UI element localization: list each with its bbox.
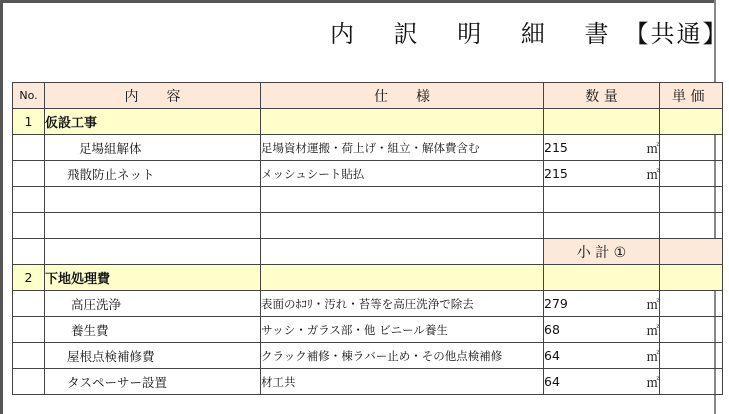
row-spec: メッシュシート貼払 [261, 161, 544, 187]
document-title [330, 14, 729, 49]
section-unit-cell [622, 265, 660, 291]
section-name: 仮設工事 [45, 109, 261, 135]
row-price [660, 343, 723, 369]
row-quantity: 215 [544, 161, 622, 187]
section-number: 2 [13, 265, 45, 291]
table-row [13, 161, 723, 187]
breakdown-table [12, 82, 723, 395]
row-unit: ㎡ [622, 135, 660, 161]
subtotal-blank-spec [261, 239, 544, 265]
row-price [660, 213, 723, 239]
row-quantity [544, 187, 622, 213]
row-unit: ㎡ [622, 161, 660, 187]
row-no-cell [13, 343, 45, 369]
subtotal-label: 小 計 ① [544, 239, 660, 265]
table-row [13, 291, 723, 317]
row-price [660, 161, 723, 187]
row-content [45, 187, 261, 213]
page-edge-top [0, 0, 716, 3]
row-quantity: 68 [544, 317, 622, 343]
table-row-empty [13, 213, 723, 239]
row-spec: サッシ・ガラス部・他 ビニール養生 [261, 317, 544, 343]
section-name: 下地処理費 [45, 265, 261, 291]
row-price [660, 135, 723, 161]
row-quantity: 64 [544, 369, 622, 395]
row-price [660, 317, 723, 343]
row-no-cell [13, 317, 45, 343]
row-no-cell [13, 135, 45, 161]
section-spec-cell [261, 265, 544, 291]
row-price [660, 369, 723, 395]
row-quantity: 279 [544, 291, 622, 317]
row-content: 高圧洗浄 [45, 291, 261, 317]
row-spec: 足場資材運搬・荷上げ・組立・解体費含む [261, 135, 544, 161]
subtotal-value [660, 239, 723, 265]
section-price-cell [660, 265, 723, 291]
section-row [13, 109, 723, 135]
row-quantity: 64 [544, 343, 622, 369]
section-number: 1 [13, 109, 45, 135]
row-content: タスペーサー設置 [45, 369, 261, 395]
page-edge-left [0, 0, 3, 414]
row-no-cell [13, 291, 45, 317]
row-unit [622, 187, 660, 213]
row-unit [622, 213, 660, 239]
row-unit: ㎡ [622, 369, 660, 395]
header-no: No. [13, 83, 45, 109]
header-unit-price: 単 価 [660, 83, 723, 109]
row-spec [261, 187, 544, 213]
table-header-row [13, 83, 723, 109]
document-title-suffix: 【共通】 [624, 20, 729, 48]
section-price-cell [660, 109, 723, 135]
section-qty-cell [544, 265, 622, 291]
row-spec: クラック補修・棟ラバー止め・その他点検補修 [261, 343, 544, 369]
row-spec: 材工共 [261, 369, 544, 395]
document-title-main: 内 訳 明 細 書 [330, 20, 625, 48]
subtotal-blank-content [45, 239, 261, 265]
table-row [13, 135, 723, 161]
row-price [660, 291, 723, 317]
header-content: 内 容 [45, 83, 261, 109]
subtotal-row [13, 239, 723, 265]
row-content: 足場組解体 [45, 135, 261, 161]
table-row [13, 317, 723, 343]
row-spec: 表面のﾎｺﾘ・汚れ・苔等を高圧洗浄で除去 [261, 291, 544, 317]
section-unit-cell [622, 109, 660, 135]
header-quantity: 数 量 [544, 83, 660, 109]
row-quantity: 215 [544, 135, 622, 161]
table-row [13, 343, 723, 369]
row-no-cell [13, 161, 45, 187]
row-content: 屋根点検補修費 [45, 343, 261, 369]
row-no-cell [13, 213, 45, 239]
section-spec-cell [261, 109, 544, 135]
row-content: 養生費 [45, 317, 261, 343]
section-row [13, 265, 723, 291]
row-spec [261, 213, 544, 239]
table-row [13, 369, 723, 395]
row-price [660, 187, 723, 213]
header-spec: 仕 様 [261, 83, 544, 109]
row-no-cell [13, 187, 45, 213]
row-content [45, 213, 261, 239]
row-content: 飛散防止ネット [45, 161, 261, 187]
row-unit: ㎡ [622, 317, 660, 343]
row-unit: ㎡ [622, 343, 660, 369]
row-no-cell [13, 369, 45, 395]
row-no-cell [13, 239, 45, 265]
row-unit: ㎡ [622, 291, 660, 317]
row-quantity [544, 213, 622, 239]
section-qty-cell [544, 109, 622, 135]
table-row-empty [13, 187, 723, 213]
